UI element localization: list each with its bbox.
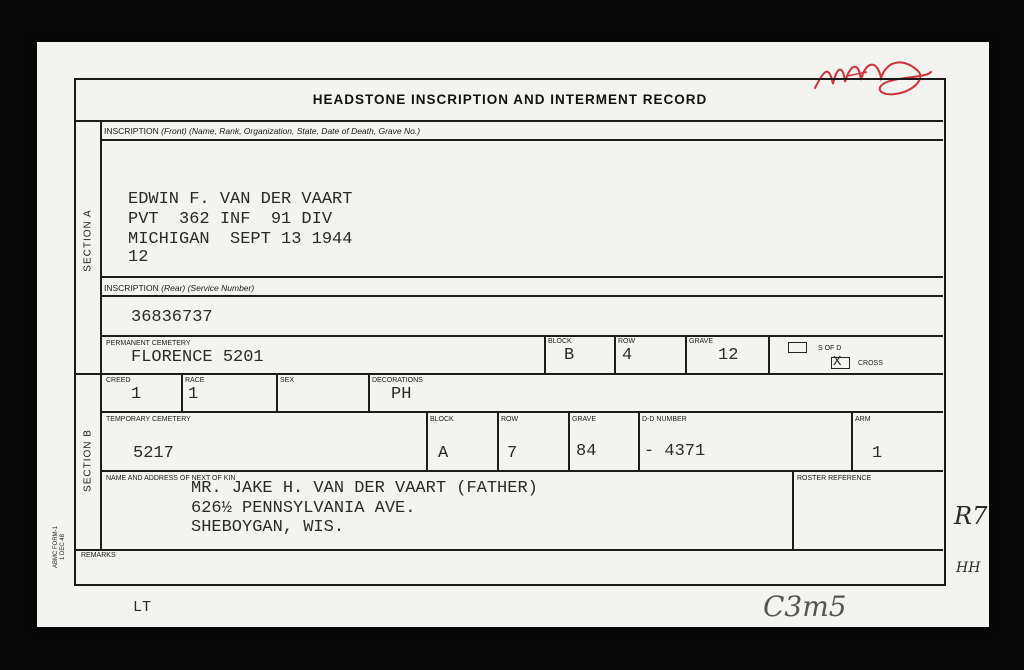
form-id: ABMC FORM-1 1 DEC 48 xyxy=(53,526,66,568)
cross-label: CROSS xyxy=(858,360,883,367)
permanent-cemetery-label: PERMANENT CEMETERY xyxy=(106,340,191,347)
block-value: B xyxy=(564,346,575,365)
next-of-kin-line-1: MR. JAKE H. VAN DER VAART (FATHER) xyxy=(191,479,538,498)
next-of-kin-line-3: SHEBOYGAN, WIS. xyxy=(191,518,345,537)
temp-row-label: ROW xyxy=(501,416,519,423)
dd-number-label: D-D NUMBER xyxy=(642,416,687,423)
s-of-d-checkbox xyxy=(788,342,807,353)
row-label: ROW xyxy=(618,338,636,345)
temp-cemetery-value: 5217 xyxy=(133,444,174,463)
bottom-handwritten-note: C3m5 xyxy=(763,590,847,623)
grave-value: 12 xyxy=(718,346,739,365)
race-label: RACE xyxy=(185,377,205,384)
row-value: 4 xyxy=(622,346,633,365)
temp-row-value: 7 xyxy=(507,444,518,463)
inscription-front-line-2: PVT 362 INF 91 DIV xyxy=(128,210,333,229)
arm-label: ARM xyxy=(855,416,871,423)
grave-label: GRAVE xyxy=(689,338,713,345)
temp-block-value: A xyxy=(438,444,449,463)
dd-number-value: - 4371 xyxy=(644,442,706,461)
creed-value: 1 xyxy=(131,385,142,404)
inscription-front-line-1: EDWIN F. VAN DER VAART xyxy=(128,190,353,209)
inscription-rear-label: INSCRIPTION (Rear) (Service Number) xyxy=(104,283,255,293)
inscription-front-line-3: MICHIGAN SEPT 13 1944 xyxy=(128,230,353,249)
section-b-label: SECTION B xyxy=(82,429,94,492)
right-handwritten-note-1: R7 xyxy=(954,502,988,530)
temp-grave-label: GRAVE xyxy=(572,416,596,423)
block-label: BLOCK xyxy=(548,338,572,345)
form-frame xyxy=(74,78,946,586)
temp-grave-value: 84 xyxy=(576,442,597,461)
creed-label: CREED xyxy=(106,377,131,384)
service-number: 36836737 xyxy=(131,308,213,327)
form-title: HEADSTONE INSCRIPTION AND INTERMENT RECORD xyxy=(312,92,708,107)
record-card xyxy=(37,42,989,627)
race-value: 1 xyxy=(188,385,199,404)
inscription-front-line-4: 12 xyxy=(128,248,149,267)
section-a-label: SECTION A xyxy=(82,209,94,272)
inscription-front-label: INSCRIPTION (Front) (Name, Rank, Organization, State, Date of Death, Grave No.) xyxy=(104,126,421,136)
permanent-cemetery: FLORENCE 5201 xyxy=(131,348,264,367)
next-of-kin-label: NAME AND ADDRESS OF NEXT OF KIN xyxy=(106,475,236,482)
bottom-typed-code: LT xyxy=(133,599,152,616)
cross-check-mark: X xyxy=(833,354,842,370)
right-handwritten-note-2: HH xyxy=(956,560,981,576)
decorations-value: PH xyxy=(391,385,412,404)
temp-cemetery-label: TEMPORARY CEMETERY xyxy=(106,416,191,423)
sex-label: SEX xyxy=(280,377,295,384)
roster-reference-label: ROSTER REFERENCE xyxy=(797,475,872,482)
s-of-d-label: S OF D xyxy=(818,345,842,352)
decorations-label: DECORATIONS xyxy=(372,377,423,384)
temp-block-label: BLOCK xyxy=(430,416,454,423)
arm-value: 1 xyxy=(872,444,883,463)
remarks-label: REMARKS xyxy=(81,552,116,559)
next-of-kin-line-2: 626½ PENNSYLVANIA AVE. xyxy=(191,499,416,518)
